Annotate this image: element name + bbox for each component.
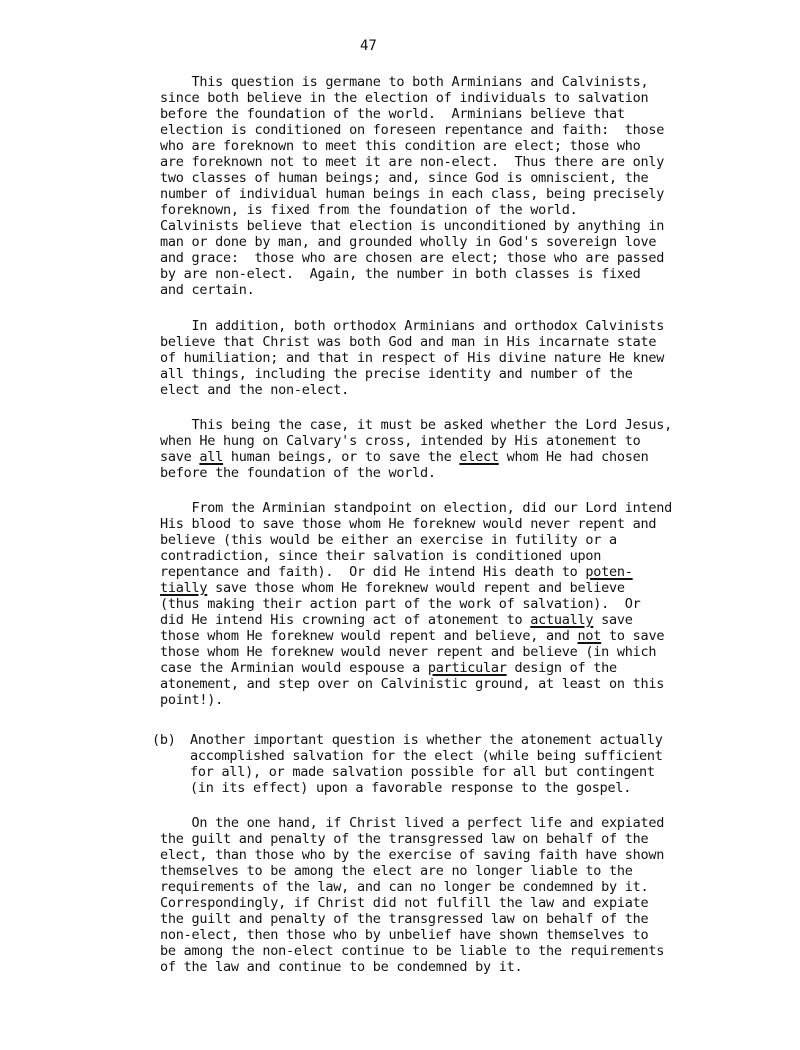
paragraph-on-the-one-hand [160, 815, 664, 975]
text-segment: to save [601, 628, 665, 644]
text-line [160, 628, 672, 644]
text-line: (in its effect) upon a favorable response to the gospel. [190, 780, 632, 796]
text-line: all things, including the precise identity and number of the [160, 366, 633, 382]
text-line: Calvinists believe that election is unconditioned by anything in [160, 218, 665, 234]
text-line [160, 612, 672, 628]
text-line: the guilt and penalty of the transgressed law on behalf of the [160, 911, 649, 927]
text-line: when He hung on Calvary's cross, intended by His atonement to [160, 433, 641, 449]
text-line [160, 449, 672, 465]
text-line: requirements of the law, and can no longer be condemned by it. [160, 879, 649, 895]
text-segment: save [160, 449, 200, 465]
text-line: This question is germane to both Arminians and Calvinists, [160, 74, 649, 90]
text-line [160, 564, 672, 580]
text-segment: did He intend His crowning act of atonement to [160, 612, 531, 628]
text-line: On the one hand, if Christ lived a perfect life and expiated [160, 815, 665, 831]
text-line: before the foundation of the world. Arminians believe that [160, 106, 625, 122]
text-line: elect and the non-elect. [160, 382, 350, 398]
text-line: number of individual human beings in each class, being precisely [160, 186, 665, 202]
underlined-word: tially [160, 580, 208, 596]
text-line: (thus making their action part of the work of salvation). Or [160, 596, 641, 612]
text-line: are foreknown not to meet it are non-elect. Thus there are only [160, 154, 665, 170]
text-line: believe (this would be either an exercise in futility or a [160, 532, 617, 548]
text-line: non-elect, then those who by unbelief have shown themselves to [160, 927, 649, 943]
paragraph-question [160, 417, 672, 481]
text-line: contradiction, since their salvation is conditioned upon [160, 548, 602, 564]
text-line: those whom He foreknew would never repent and believe (in which [160, 644, 657, 660]
list-marker-b: (b) [152, 732, 176, 748]
underlined-word: all [199, 449, 224, 465]
text-line: believe that Christ was both God and man in His incarnate state [160, 334, 657, 350]
text-line: accomplished salvation for the elect (while being sufficient [190, 748, 663, 764]
text-segment: save those whom He foreknew would repent and believe [207, 580, 625, 596]
text-line [160, 660, 672, 676]
text-line: the guilt and penalty of the transgressed law on behalf of the [160, 831, 649, 847]
underlined-word: not [577, 628, 602, 644]
text-segment: save [593, 612, 633, 628]
paragraph-arminian-standpoint [160, 500, 672, 708]
text-line: for all), or made salvation possible for all but contingent [190, 764, 655, 780]
underlined-word: particular [427, 660, 507, 676]
text-line: and certain. [160, 282, 255, 298]
page-number: 47 [360, 38, 377, 54]
paragraph-important-question [190, 732, 663, 796]
text-line: Correspondingly, if Christ did not fulfill the law and expiate [160, 895, 649, 911]
underlined-word: actually [530, 612, 594, 628]
text-line: two classes of human beings; and, since God is omniscient, the [160, 170, 649, 186]
text-line: Another important question is whether the atonement actually [190, 732, 663, 748]
text-line: This being the case, it must be asked whether the Lord Jesus, [160, 417, 673, 433]
text-segment: case the Arminian would espouse a [160, 660, 428, 676]
text-line: be among the non-elect continue to be liable to the requirements [160, 943, 665, 959]
text-line: who are foreknown to meet this condition are elect; those who [160, 138, 641, 154]
paragraph-election [160, 74, 664, 298]
text-line: themselves to be among the elect are no longer liable to the [160, 863, 633, 879]
text-line: foreknown, is fixed from the foundation of the world. [160, 202, 578, 218]
text-line: elect, than those who by the exercise of saving faith have shown [160, 847, 665, 863]
text-segment: repentance and faith). Or did He intend His death to [160, 564, 586, 580]
underlined-word: poten- [585, 564, 633, 580]
text-line: atonement, and step over on Calvinistic ground, at least on this [160, 676, 665, 692]
text-line: of humiliation; and that in respect of His divine nature He knew [160, 350, 665, 366]
text-line: before the foundation of the world. [160, 465, 436, 481]
text-line: His blood to save those whom He foreknew would never repent and [160, 516, 657, 532]
underlined-word: elect [459, 449, 499, 465]
text-line: since both believe in the election of individuals to salvation [160, 90, 649, 106]
text-segment: design of the [506, 660, 617, 676]
text-line: election is conditioned on foreseen repentance and faith: those [160, 122, 665, 138]
text-line: From the Arminian standpoint on election, did our Lord intend [160, 500, 673, 516]
text-line: and grace: those who are chosen are elect; those who are passed [160, 250, 665, 266]
paragraph-orthodox [160, 318, 664, 398]
text-segment: human beings, or to save the [223, 449, 460, 465]
text-line: by are non-elect. Again, the number in both classes is fixed [160, 266, 641, 282]
text-line [160, 580, 672, 596]
text-line: point!). [160, 692, 224, 708]
text-line: of the law and continue to be condemned by it. [160, 959, 523, 975]
text-line: In addition, both orthodox Arminians and orthodox Calvinists [160, 318, 665, 334]
text-line: man or done by man, and grounded wholly in God's sovereign love [160, 234, 657, 250]
text-segment: whom He had chosen [498, 449, 649, 465]
text-segment: those whom He foreknew would repent and believe, and [160, 628, 578, 644]
